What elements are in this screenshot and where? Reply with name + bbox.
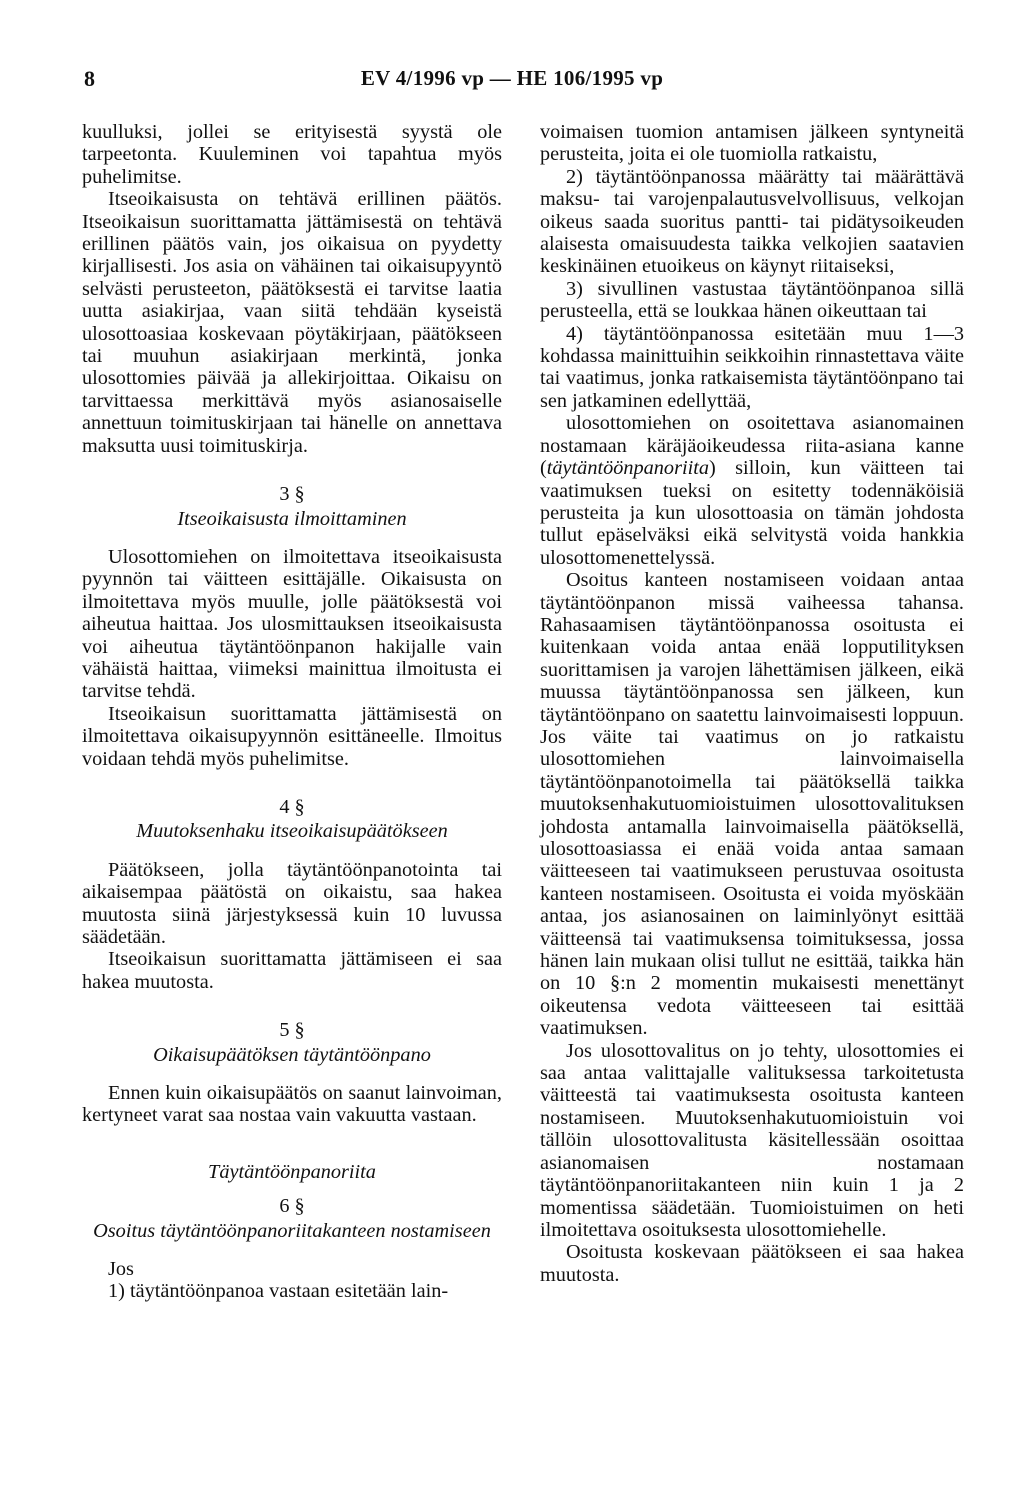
section-heading-5 [82, 1019, 502, 1066]
list-item: 3) sivullinen vastustaa täytäntöönpanoa sillä perusteella, että se loukkaa hänen oikeuttaan tai [540, 277, 964, 323]
paragraph: Itseoikaisun suorittamatta jättämisestä on ilmoitettava oikaisupyynnön esittäneelle. Ilmoitus voidaan tehdä myös puhelimitse. [82, 702, 502, 770]
paragraph: Jos ulosottovalitus on jo tehty, ulosottomies ei saa antaa valittajalle valituksessa tarkoitetusta väitteestä tai vaatimuksesta osoitusta kanteen nostamiseen. Muutoksenhakutuomioistuin voi tällöin ulosottovalitusta käsitellessään osoittaa asianomaisen nostamaan täytäntöönpanoriitakanteen niin kuin 1 ja 2 momentissa säädetään. Tuomioistuimen on heti ilmoitettava osoituksesta ulosottomiehelle. [540, 1039, 964, 1241]
section-title: Oikaisupäätöksen täytäntöönpano [153, 1043, 431, 1066]
paragraph: kuulluksi, jollei se erityisestä syystä ole tarpeetonta. Kuuleminen voi tapahtua myös puhelimitse. [82, 121, 502, 188]
page-number: 8 [84, 66, 95, 91]
list-item: 2) täytäntöönpanossa määrätty tai määrättävä maksu- tai varojenpalautusvelvollisuus, velkojan oikeus saada suoritus pantti- tai pidätysoikeuden alaisesta omaisuudesta taikka velkojien saatavien keskinäinen etuoikeus on käynyt riitaiseksi, [540, 165, 964, 278]
text-run: ) silloin, kun väitteen tai vaatimuksen tueksi on esitetty todennäköisiä perusteita ja kun ulosottoasia on tämän johdosta tullut epäselväksi eikä selvitystä voida hankkia ulosottomenettelyssä. [540, 457, 964, 569]
section-heading-3 [82, 483, 502, 530]
paragraph: Osoitusta koskevaan päätökseen ei saa hakea muutosta. [540, 1241, 964, 1286]
paragraph: voimaisen tuomion antamisen jälkeen syntyneitä perusteita, joita ei ole tuomiolla ratkaistu, [540, 121, 964, 166]
running-title: EV 4/1996 vp — HE 106/1995 vp [360, 66, 664, 90]
section-title: Muutoksenhaku itseoikaisupäätökseen [136, 820, 448, 843]
section-number: 4 § [279, 795, 305, 818]
chapter-title: Täytäntöönpanoriita [208, 1160, 376, 1183]
paragraph: Ennen kuin oikaisupäätös on saanut lainvoiman, kertyneet varat saa nostaa vain vakuutta vastaan. [82, 1082, 502, 1127]
right-column [540, 121, 964, 1286]
section-title: Itseoikaisusta ilmoittaminen [177, 507, 407, 530]
paragraph: Osoitus kanteen nostamiseen voidaan antaa täytäntöönpanon missä vaiheessa tahansa. Rahasaamisen täytäntöönpanossa osoitusta ei kuitenkaan voida antaa enää lopputilityksen suorittamisen ja varojen lähettämisen jälkeen, eikä muussa täytäntöönpanossa sen jälkeen, kun täytäntöönpano on saatettu lainvoimaisesti loppuun. Jos väite tai vaatimus on jo ratkaistu ulosottomiehen lainvoimaisella täytäntöönpanotoimella tai päätöksellä taikka muutoksenhakutuomioistuimen ulosottovalituksen johdosta antamalla lainvoimaisella päätöksellä, ulosottoasiassa ei enää voida antaa samaan väitteeseen tai vaatimukseen perustuvaa osoitusta kanteen nostamiseen. Osoitusta ei voida myöskään antaa, jos asianosainen on laiminlyönyt esittää väitteensä tai vaatimuksensa toimituksessa, jossa hänen lain mukaan olisi tullut ne esittää, taikka hän on 10 §:n 2 momentin mukaisesti menettänyt oikeutensa vedota väitteeseen tai esittää vaatimuksen. [540, 569, 964, 1040]
section-heading-6 [82, 1195, 502, 1242]
list-item: 1) täytäntöönpanoa vastaan esitetään lain- [108, 1280, 449, 1303]
section-number: 6 § [279, 1195, 305, 1218]
section-heading-4 [82, 796, 502, 843]
term-emphasis: täytäntöönpanoriita [546, 457, 710, 480]
paragraph [540, 412, 964, 569]
page-header [0, 66, 1024, 96]
paragraph: Itseoikaisusta on tehtävä erillinen päätös. Itseoikaisun suorittamatta jättämisestä on tehtävä erillinen päätös vain, jos oikaisua on pyydetty kirjallisesti. Jos asia on vähäinen tai oikaisupyyntö selvästi perusteeton, päätöksestä ei tarvitse laatia uutta asiakirjaa, vaan siitä tehdään kyseistä ulosottoasiaa koskevaan pöytäkirjaan, päätökseen tai muuhun asiakirjaan merkintä, jonka ulosottomies päivää ja allekirjoittaa. Oikaisu on tarvittaessa merkittävä myös asianosaiselle annettuun toimituskirjaan tai hänelle on annettava maksutta uusi toimituskirja. [82, 188, 502, 457]
list-item: 4) täytäntöönpanossa esitetään muu 1—3 kohdassa mainittuihin seikkoihin rinnastettava väite tai vaatimus, jonka ratkaisemista täytäntöönpano tai sen jatkaminen edellyttää, [540, 322, 964, 412]
paragraph: Jos [108, 1258, 134, 1281]
paragraph: Ulosottomiehen on ilmoitettava itseoikaisusta pyynnön tai väitteen esittäjälle. Oikaisusta on ilmoitettava myös muulle, jolle päätöksestä voi aiheutua haittaa. Jos ulosmittauksen itseoikaisusta voi aiheutua täytäntöönpanon hakijalle vain vähäistä haittaa, viimeksi mainittua ilmoitusta ei tarvitse tehdä. [82, 545, 502, 703]
left-column [82, 121, 502, 1303]
paragraph: Päätökseen, jolla täytäntöönpanotointa tai aikaisempaa päätöstä on oikaistu, saa hakea muutosta siinä järjestyksessä kuin 10 luvussa säädetään. [82, 858, 502, 948]
section-number: 5 § [279, 1019, 305, 1042]
paragraph: Itseoikaisun suorittamatta jättämiseen ei saa hakea muutosta. [82, 948, 502, 993]
text-run: ulosottomiehen on osoitettava asianomainen nostamaan käräjäoikeudessa riita-asiana kanne ( [540, 412, 964, 480]
section-title: Osoitus täytäntöönpanoriitakanteen nostamiseen [93, 1219, 491, 1242]
section-number: 3 § [279, 483, 305, 506]
